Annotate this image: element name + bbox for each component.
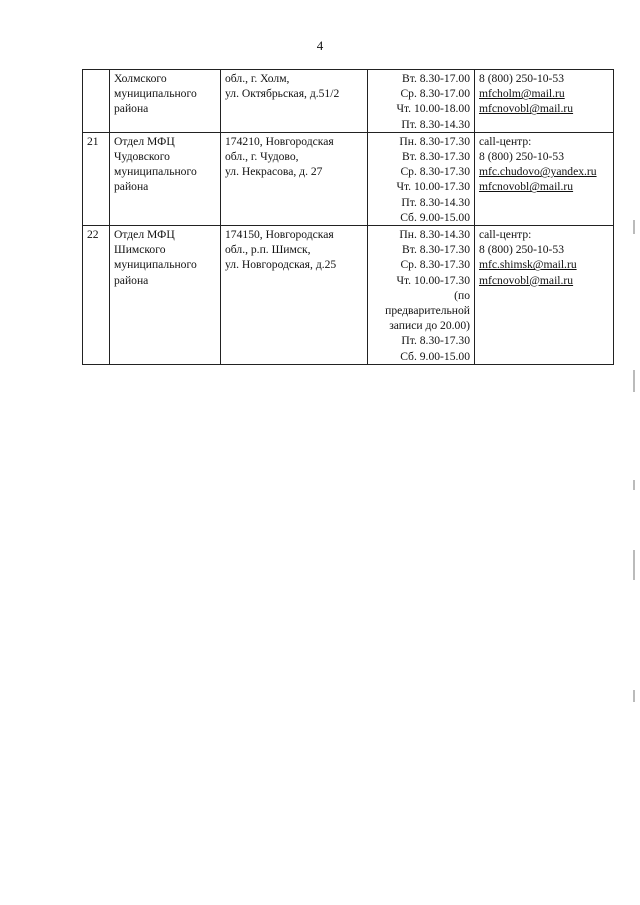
hours-line: Пт. 8.30-14.30 xyxy=(401,195,470,209)
hours-line: Сб. 9.00-15.00 xyxy=(400,210,470,224)
office-name-line: муниципального xyxy=(114,87,197,101)
office-name-line: района xyxy=(114,180,149,194)
row-number: 21 xyxy=(83,132,110,225)
mfc-offices-table xyxy=(82,69,614,365)
email-link[interactable]: mfc.shimsk@mail.ru xyxy=(479,258,577,272)
office-name-line: Отдел МФЦ xyxy=(114,228,175,242)
office-name-line: муниципального xyxy=(114,258,197,272)
hours-cell xyxy=(368,132,475,225)
address-cell xyxy=(221,132,368,225)
hours-line: Пт. 8.30-17.30 xyxy=(401,334,470,348)
row-number xyxy=(83,70,110,133)
scan-edge-marks xyxy=(633,220,636,740)
hours-line: (по xyxy=(454,288,470,302)
hours-line: Чт. 10.00-18.00 xyxy=(396,102,470,116)
office-name-line: Отдел МФЦ xyxy=(114,134,175,148)
hours-line: Вт. 8.30-17.00 xyxy=(402,72,470,85)
table-row xyxy=(83,226,614,365)
office-name-line: Холмского xyxy=(114,72,167,85)
contacts-cell xyxy=(475,226,614,365)
address-line: обл., р.п. Шимск, xyxy=(225,243,311,257)
address-line: ул. Некрасова, д. 27 xyxy=(225,165,323,179)
email-link[interactable]: mfcholm@mail.ru xyxy=(479,87,565,101)
address-line: ул. Октябрьская, д.51/2 xyxy=(225,87,340,101)
hours-line: Чт. 10.00-17.30 xyxy=(396,273,470,287)
contact-line: 8 (800) 250-10-53 xyxy=(479,72,565,85)
contacts-cell xyxy=(475,70,614,133)
email-link[interactable]: mfcnovobl@mail.ru xyxy=(479,273,574,287)
address-cell xyxy=(221,70,368,133)
page-number: 4 xyxy=(316,38,324,53)
office-name-cell xyxy=(110,132,221,225)
hours-line: Ср. 8.30-17.00 xyxy=(400,87,470,101)
office-name-line: муниципального xyxy=(114,165,197,179)
address-cell xyxy=(221,226,368,365)
email-link[interactable]: mfcnovobl@mail.ru xyxy=(479,102,574,116)
office-name-line: района xyxy=(114,102,149,116)
office-name-line: Шимского xyxy=(114,243,166,257)
contact-line: 8 (800) 250-10-53 xyxy=(479,243,565,257)
row-number: 22 xyxy=(83,226,110,365)
hours-line: Чт. 10.00-17.30 xyxy=(396,180,470,194)
table-row xyxy=(83,132,614,225)
hours-line: предварительной xyxy=(385,304,470,318)
address-line: обл., г. Чудово, xyxy=(225,150,299,164)
address-line: 174210, Новгородская xyxy=(225,134,334,148)
table-body xyxy=(83,70,614,365)
contact-line: call-центр: xyxy=(479,228,532,242)
hours-line: Вт. 8.30-17.30 xyxy=(402,150,470,164)
office-name-cell xyxy=(110,226,221,365)
hours-line: Пн. 8.30-14.30 xyxy=(399,228,470,242)
hours-line: Пт. 8.30-14.30 xyxy=(401,117,470,131)
hours-line: Ср. 8.30-17.30 xyxy=(400,258,470,272)
email-link[interactable]: mfcnovobl@mail.ru xyxy=(479,180,574,194)
contact-line: 8 (800) 250-10-53 xyxy=(479,150,565,164)
hours-cell xyxy=(368,70,475,133)
contacts-cell xyxy=(475,132,614,225)
contact-line: call-центр: xyxy=(479,134,532,148)
office-name-line: Чудовского xyxy=(114,150,170,164)
office-name-line: района xyxy=(114,273,149,287)
address-line: ул. Новгородская, д.25 xyxy=(225,258,337,272)
hours-line: Сб. 9.00-15.00 xyxy=(400,349,470,363)
hours-line: Пн. 8.30-17.30 xyxy=(399,134,470,148)
office-name-cell xyxy=(110,70,221,133)
address-line: обл., г. Холм, xyxy=(225,72,290,85)
table-row xyxy=(83,70,614,133)
email-link[interactable]: mfc.chudovo@yandex.ru xyxy=(479,165,597,179)
address-line: 174150, Новгородская xyxy=(225,228,334,242)
hours-cell xyxy=(368,226,475,365)
hours-line: записи до 20.00) xyxy=(389,319,470,333)
hours-line: Ср. 8.30-17.30 xyxy=(400,165,470,179)
hours-line: Вт. 8.30-17.30 xyxy=(402,243,470,257)
